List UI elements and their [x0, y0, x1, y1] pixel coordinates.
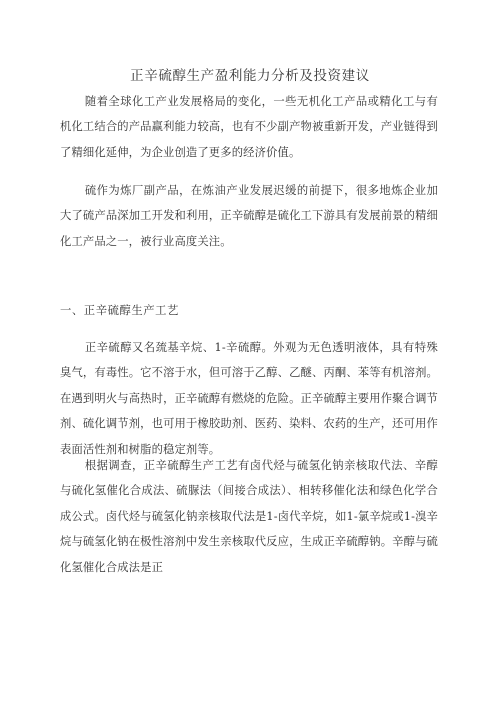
- section-paragraph-2: 根据调查，正辛硫醇生产工艺有卤代烃与硫氢化钠亲核取代法、辛醇与硫化氢催化合成法、硫脲法（间接合成法）、相转移催化法和绿色化学合成公式。卤代烃与硫氢化钠亲核取代法是1-卤代辛烷，如1-氯辛烷或1-溴辛烷与硫氢化钠在极性溶剂中发生亲核取代反应，生成正辛硫醇钠。辛醇与硫化氢催化合成法是正: [60, 459, 438, 574]
- intro-paragraph-1: 随着全球化工产业发展格局的变化，一些无机化工产品或精化工与有机化工结合的产品赢利能力较高，也有不少副产物被重新开发，产业链得到了精细化延伸，为企业创造了更多的经济价值。: [60, 95, 438, 159]
- section-heading: 一、正辛硫醇生产工艺: [60, 304, 179, 317]
- section-paragraph-1: 正辛硫醇又名巯基辛烷、1-辛硫醇。外观为无色透明液体，具有特殊臭气，有毒性。它不溶于水，但可溶于乙醇、乙醚、丙酮、苯等有机溶剂。在遇到明火与高热时，正辛硫醇有燃烧的危险。正辛硫醇主要用作聚合调节剂、硫化调节剂，也可用于橡胶助剂、医药、染料、农药的生产，还可用作表面活性剂和树脂的稳定剂等。: [60, 341, 438, 456]
- document-title: 正辛硫醇生产盈利能力分析及投资建议: [130, 68, 370, 84]
- intro-paragraph-2: 硫作为炼厂副产品，在炼油产业发展迟缓的前提下，很多地炼企业加大了硫产品深加工开发和利用，正辛硫醇是硫化工下游具有发展前景的精细化工产品之一，被行业高度关注。: [60, 184, 438, 248]
